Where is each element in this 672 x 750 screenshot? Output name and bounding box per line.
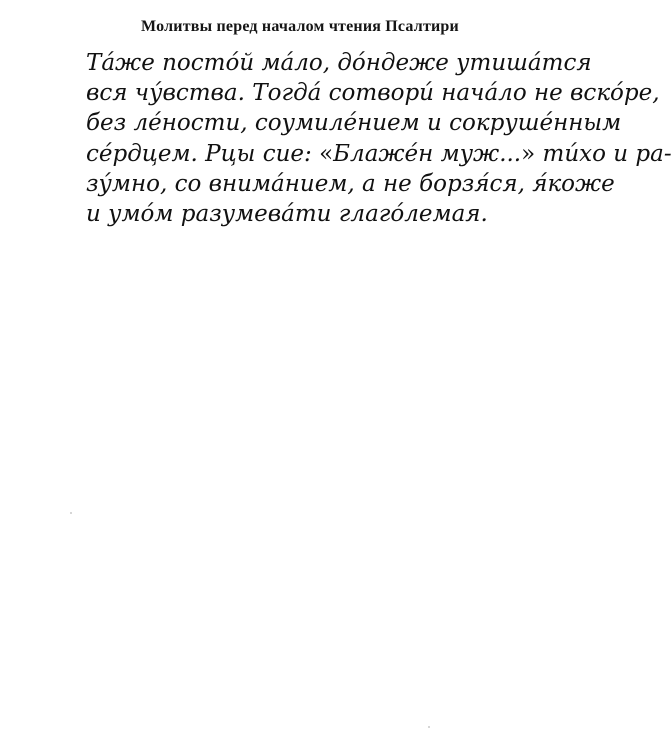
text-segment: зу́мно, со внима́нием, а не борзя́ся, я́коже (86, 170, 615, 197)
text-line-3 (86, 108, 622, 138)
running-header-title: Молитвы перед началом чтения Псалтири (141, 18, 459, 35)
text-segment: « (319, 140, 334, 167)
text-segment: вся чу́вства. Тогда́ сотвори́ нача́ло не вско́ре, (86, 80, 660, 107)
text-segment: и умо́м разумева́ти глаго́лемая. (86, 201, 488, 228)
text-line-2 (86, 78, 660, 108)
paper-speck (428, 726, 430, 728)
text-line-5 (86, 169, 615, 199)
text-segment: Блаже́н муж... (333, 140, 522, 167)
paper-speck (70, 512, 72, 514)
text-line-6 (86, 199, 526, 229)
text-segment: ти́хо и ра- (535, 140, 672, 167)
text-segment: Та́же посто́й ма́ло, до́ндеже утиша́тся (86, 50, 592, 76)
text-segment: се́рдцем. Рцы сие: (86, 140, 320, 167)
body-paragraph (86, 48, 672, 229)
text-segment: без ле́ности, соумиле́нием и сокруше́нным (86, 110, 622, 137)
text-line-1 (86, 48, 592, 78)
text-segment: » (521, 140, 536, 167)
text-line-4 (86, 139, 672, 169)
